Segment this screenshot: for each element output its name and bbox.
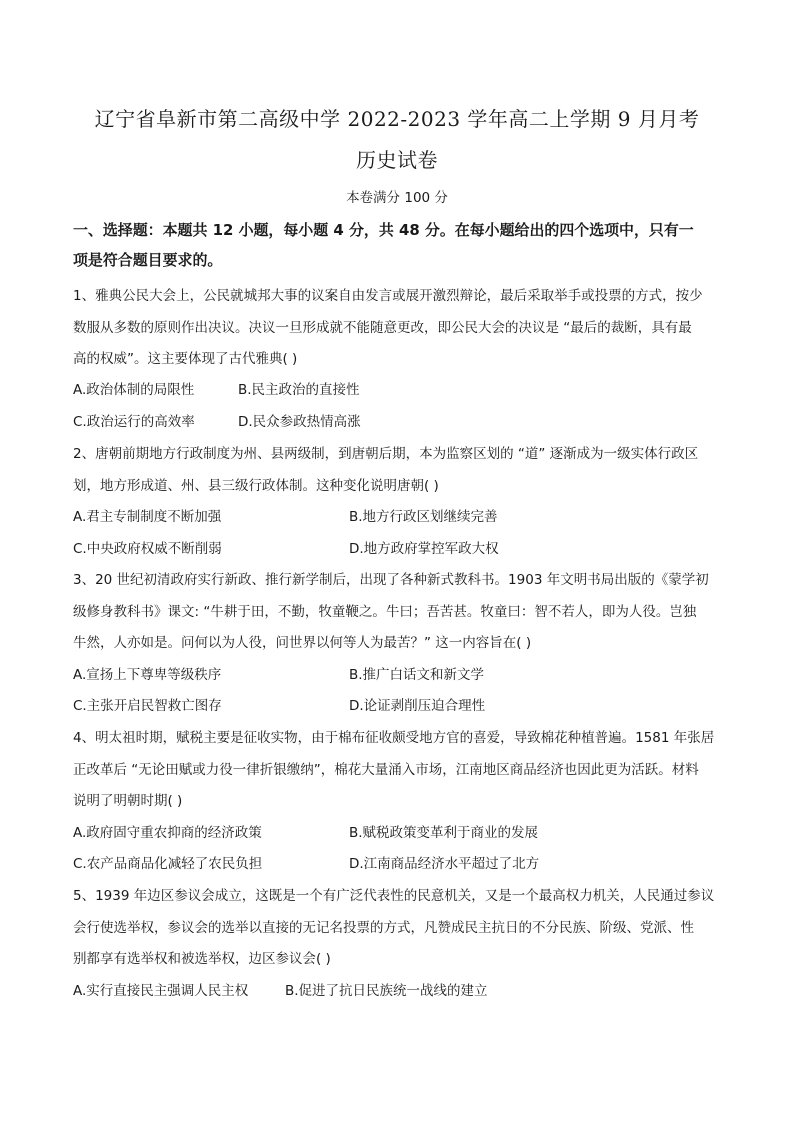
question-5-line-1: 5、1939 年边区参议会成立，这既是一个有广泛代表性的民意机关，又是一个最高权力机关，人民通过参议 (73, 888, 715, 904)
question-5-option-b: B.促进了抗日民族统一战线的建立 (285, 983, 488, 999)
question-2-option-b: B.地方行政区划继续完善 (349, 509, 498, 525)
question-1-line-3: 高的权威”。这主要体现了古代雅典( ) (73, 351, 298, 367)
question-3-option-c: C.主张开启民智救亡图存 (73, 698, 222, 714)
question-1-option-b: B.民主政治的直接性 (238, 382, 360, 398)
question-1-line-1: 1、雅典公民大会上，公民就城邦大事的议案自由发言或展开激烈辩论，最后采取举手或投票的方式，按少 (73, 288, 703, 304)
question-4-line-3: 说明了明朝时期( ) (73, 793, 183, 809)
question-4-option-d: D.江南商品经济水平超过了北方 (349, 856, 540, 872)
exam-title: 辽宁省阜新市第二高级中学 2022-2023 学年高二上学期 9 月月考 (94, 107, 700, 131)
question-1-line-2: 数服从多数的原则作出决议。决议一旦形成就不能随意更改，即公民大会的决议是 “最后的裁断，具有最 (73, 320, 692, 336)
section-heading-line-2: 项是符合题目要求的。 (73, 251, 223, 269)
question-3-option-a: A.宣扬上下尊卑等级秩序 (73, 667, 222, 683)
question-5-line-2: 会行使选举权，参议会的选举以直接的无记名投票的方式，凡赞成民主抗日的不分民族、阶级、党派、性 (73, 920, 694, 936)
question-4-line-1: 4、明太祖时期，赋税主要是征收实物，由于棉布征收颇受地方官的喜爱，导致棉花种植普遍。1581 年张居 (73, 730, 715, 746)
question-2-line-1: 2、唐朝前期地方行政制度为州、县两级制，到唐朝后期，本为监察区划的 “道” 逐渐成为一级实体行政区 (73, 446, 699, 462)
question-1-option-a: A.政治体制的局限性 (73, 382, 195, 398)
section-heading (73, 215, 733, 275)
question-4-line-2: 正改革后 “无论田赋或力役一律折银缴纳”，棉花大量涌入市场，江南地区商品经济也因此更为活跃。材料 (73, 762, 699, 778)
question-3-line-3: 牛然，人亦如是。问何以为人役，问世界以何等人为最苦？” 这一内容旨在( ) (73, 635, 532, 651)
question-5-option-a: A.实行直接民主强调人民主权 (73, 983, 249, 999)
question-5-line-3: 别都享有选举权和被选举权，边区参议会( ) (73, 951, 331, 967)
question-4-option-a: A.政府固守重农抑商的经济政策 (73, 825, 262, 841)
question-1-option-c: C.政治运行的高效率 (73, 414, 195, 430)
question-4-option-c: C.农产品商品化减轻了农民负担 (73, 856, 263, 872)
section-heading-line-1: 一、选择题：本题共 12 小题，每小题 4 分，共 48 分。在每小题给出的四个选项中，只有一 (73, 221, 694, 239)
question-3-option-d: D.论证剥削压迫合理性 (349, 698, 486, 714)
question-2-option-c: C.中央政府权威不断削弱 (73, 541, 222, 557)
question-3-line-2: 级修身教科书》课文: “牛耕于田，不勤，牧童鞭之。牛曰；吾苦甚。牧童曰：智不若人，即为人役。岂独 (73, 604, 697, 620)
question-4-option-b: B.赋税政策变革利于商业的发展 (349, 825, 539, 841)
question-2-option-d: D.地方政府掌控军政大权 (349, 541, 499, 557)
question-3-line-1: 3、20 世纪初清政府实行新政、推行新学制后，出现了各种新式教科书。1903 年文明书局出版的《蒙学初 (73, 572, 709, 588)
question-1-option-d: D.民众参政热情高涨 (238, 414, 361, 430)
score-note: 本卷满分 100 分 (346, 190, 448, 206)
question-2-line-2: 划，地方形成道、州、县三级行政体制。这种变化说明唐朝( ) (73, 478, 439, 494)
question-3-option-b: B.推广白话文和新文学 (349, 667, 485, 683)
question-2-option-a: A.君主专制制度不断加强 (73, 509, 222, 525)
exam-subtitle: 历史试卷 (356, 148, 438, 172)
